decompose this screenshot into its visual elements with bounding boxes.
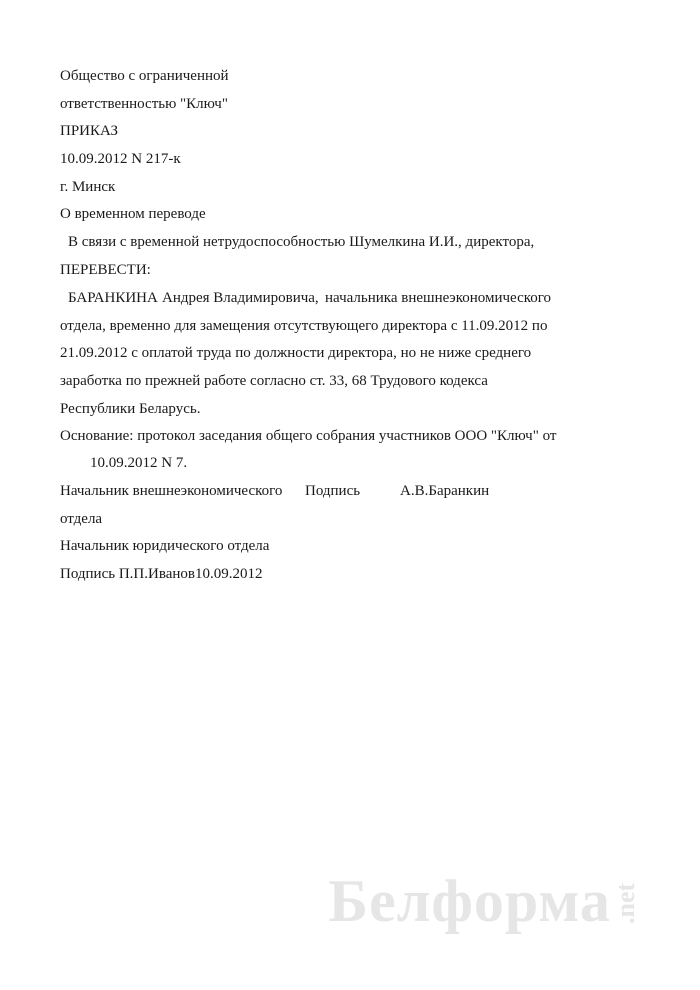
signatory-position: Начальник внешнеэкономического <box>60 483 283 499</box>
order-para-line4: заработка по прежней работе согласно ст. 33, 68 Трудового кодекса <box>60 373 488 389</box>
order-para-line5: Республики Беларусь. <box>60 401 201 417</box>
doc-subject: О временном переводе <box>60 206 206 222</box>
legal-signature: Подпись П.П.Иванов10.09.2012 <box>60 566 263 582</box>
signatory-name: А.В.Баранкин <box>400 483 490 499</box>
org-name-line2: ответственностью "Ключ" <box>60 96 228 112</box>
order-word: ПЕРЕВЕСТИ: <box>60 262 151 278</box>
org-name-line1: Общество с ограниченной <box>60 68 229 84</box>
intro-paragraph: В связи с временной нетрудоспособностью Шумелкина И.И., директора, <box>68 234 535 250</box>
order-para-line1-position: начальника внешнеэкономического <box>325 290 552 306</box>
order-para-line1-name: БАРАНКИНА <box>68 290 158 306</box>
order-para-line3: 21.09.2012 с оплатой труда по должности директора, но не ниже среднего <box>60 345 532 361</box>
basis-line1: Основание: протокол заседания общего собрания участников ООО "Ключ" от <box>60 428 557 444</box>
doc-date-number: 10.09.2012 N 217-к <box>60 151 181 167</box>
signatory-position-line2: отдела <box>60 511 103 527</box>
basis-line2: 10.09.2012 N 7. <box>90 455 188 471</box>
order-para-line1-patronymic: Андрея Владимировича, <box>162 290 319 306</box>
order-para-line2: отдела, временно для замещения отсутствующего директора с 11.09.2012 по <box>60 318 548 334</box>
doc-city: г. Минск <box>60 179 116 195</box>
signatory-sign-label: Подпись <box>305 483 361 499</box>
legal-position: Начальник юридического отдела <box>60 538 270 554</box>
doc-type-heading: ПРИКАЗ <box>60 123 118 139</box>
watermark-logo: Белформа.net <box>328 868 640 934</box>
